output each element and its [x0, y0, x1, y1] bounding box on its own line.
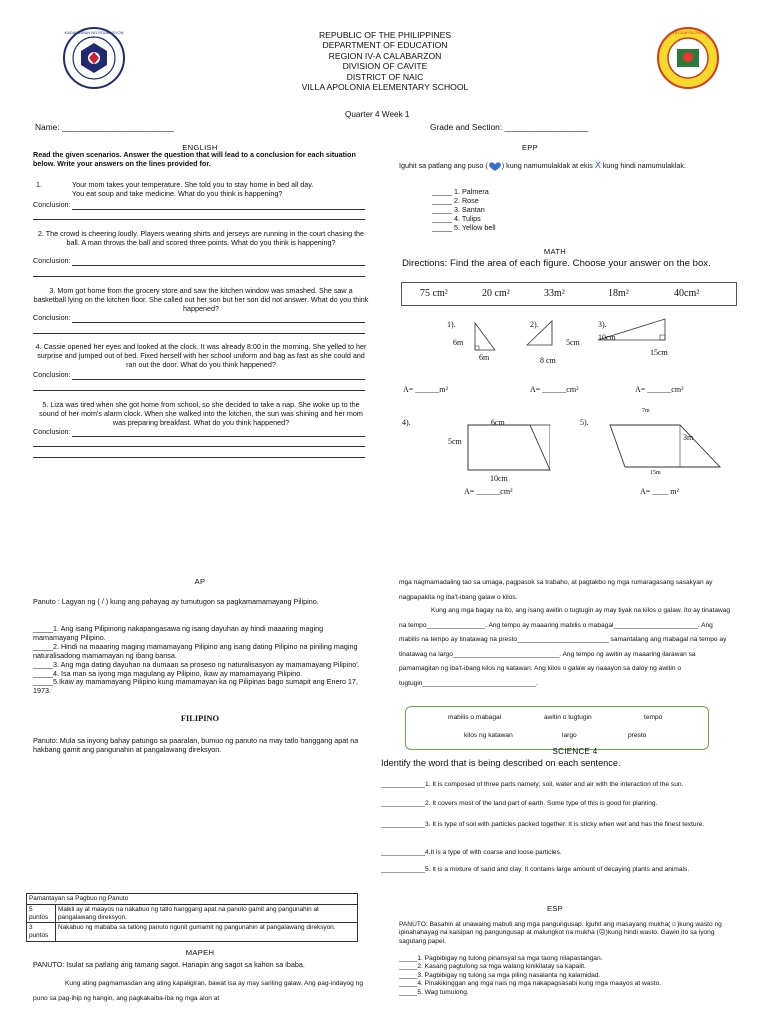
mapeh-choice: mabilis o mabagal	[448, 714, 502, 721]
answer-line[interactable]	[72, 322, 365, 323]
school-seal-logo	[657, 27, 719, 89]
rubric-title: Pamantayan sa Pagbuo ng Panuto	[27, 894, 358, 905]
figure-dim: 5cm	[566, 338, 580, 347]
english-item-3: 3. Mom got home from the grocery store and saw the kitchen window was smashed. She saw a basketball lying on the kitchen floor. She called out her son but her son did not answer. What do you think happened?	[33, 286, 369, 313]
epp-item[interactable]: _____ 5. Yellow bell	[432, 222, 496, 232]
english-item-5: 5. Liza was tired when she got home from school, so she decided to take a nap. She woke up to the sound of her mom's alarm clock. When she walked into the kitchen, the sun was shining and her mom was preparing breakfast. What do you think happened?	[39, 400, 363, 427]
science-title: SCIENCE 4	[552, 747, 598, 756]
math-choice: 75 cm²	[420, 288, 448, 299]
math-choice: 20 cm²	[482, 288, 510, 299]
english-item-1: Your mom takes your temperature. She told you to stay home in bed all day. You eat soup and take medicine. What do you think is happening?	[72, 180, 314, 198]
ap-title: AP	[194, 577, 206, 586]
figure-dim: 15m	[650, 470, 661, 476]
english-item-4: 4. Cassie opened her eyes and looked at the clock. It was already 8:00 in the morning. She yelled to her surprise and jumped out of bed. Fixed herself with her school uniform and bag as fast as she could and ran out the door. What do you think happened?	[35, 342, 367, 369]
esp-item[interactable]: _____5. Wag tumulong.	[399, 988, 469, 996]
answer-line[interactable]	[72, 436, 365, 437]
esp-directions: PANUTO: Basahin at unawaing mabuti ang mga pangungusap. Iguhit ang masayang mukha(☺)kung wasto ng ipinahahayag na kaisipan ng pangungusap at malungkot na mukha (☹)kung hindi wasto. Gawin ito sa iyong sagutang papel.	[399, 921, 722, 945]
answer-line[interactable]	[33, 219, 365, 220]
mapeh-paragraph-right-2: Kung ang mga bagay na ito, ang isang awitin o tugtugin ay may tiyak na kilos o galaw. Ito ay tinatawag na tempo________________. Ang tempo ay maaaring mabilis o mabagal_______________________. Ang mabilis na tempo ay tinatawag na presto_________________________ samantalang ang mabagal na tempo ay tinatawag na largo_____________________________. Ang tempo ng awitin ay maaaring ilarawan sa pamamagitan ng iba't-ibang kilos ng katawan. Ang kilos o galaw ay naaayon sa daloy ng awitin o tugtugin_______________________________.	[399, 607, 731, 687]
math-choice: 18m²	[608, 288, 629, 299]
figure-answer[interactable]: A= ______m²	[403, 385, 448, 394]
school-header	[220, 30, 550, 92]
mapeh-title: MAPEH	[185, 948, 215, 957]
conclusion-label: Conclusion:	[33, 200, 71, 209]
epp-directions-part: ) kung namumulaklak at ekis	[501, 161, 593, 170]
trapezoid-figure-5	[610, 425, 720, 467]
rubric-desc: Maikli ay at maayos na nakabuo ng tatlo hanggang apat na panuto gamit ang pangunahin at pangalawang direksyon.	[56, 904, 358, 923]
figure-number: 4).	[402, 418, 411, 427]
figure-answer[interactable]: A= ____ m²	[640, 487, 679, 496]
svg-text:KAGAWARAN NG EDUKASYON: KAGAWARAN NG EDUKASYON	[64, 30, 124, 35]
heart-icon	[488, 162, 502, 170]
mapeh-choice: kilos ng katawan	[464, 732, 513, 739]
esp-item[interactable]: _____1. Pagbibigay ng tulong pinansyal sa mga taong nilapastangan.	[399, 955, 603, 962]
figure-number: 3).	[598, 320, 607, 329]
header-line: VILLA APOLONIA ELEMENTARY SCHOOL	[301, 82, 469, 93]
english-item-number: 1.	[36, 180, 42, 189]
english-title: ENGLISH	[182, 143, 218, 152]
trapezoid-figure-4-shape	[468, 425, 550, 470]
esp-item[interactable]: _____2. Kasang pagtulong sa mga walang kinikilatay sa kapalit.	[399, 963, 586, 971]
figure-answer[interactable]: A= ______cm²	[464, 487, 513, 496]
figure-dim: 6m	[479, 353, 490, 362]
answer-line[interactable]	[72, 209, 365, 210]
figure-number: 5).	[580, 418, 589, 427]
ap-item[interactable]: _____1. Ang isang Pilipinong nakapangasawa ng isang dayuhan ay hindi maaaring maging mamamayang Pilipino.	[33, 624, 324, 642]
grade-section-field[interactable]: Grade and Section: __________________	[430, 122, 589, 132]
epp-directions-part: kung hindi namumulaklak.	[602, 161, 686, 170]
science-item[interactable]: ____________2. It covers most of the land part of earth. Some type of this is good for planting.	[381, 800, 658, 807]
figure-dim: 6cm	[491, 418, 505, 427]
english-item-2: 2. The crowd is cheering loudly. Players wearing shirts and jerseys are running in the court chasing the ball. A man throws the ball and scored three points. What do you think is happening?	[37, 229, 365, 247]
math-title: MATH	[543, 247, 567, 256]
header-line: REPUBLIC OF THE PHILIPPINES	[318, 30, 452, 40]
answer-line[interactable]	[33, 390, 365, 391]
mapeh-choice: presto	[628, 732, 647, 739]
figure-dim: 10cm	[598, 333, 616, 342]
math-choice: 33m²	[544, 288, 565, 299]
epp-item[interactable]: _____ 3. Santan	[432, 204, 485, 214]
trapezoid-figure-4	[468, 425, 550, 470]
filipino-title: FILIPINO	[180, 714, 220, 723]
figure-dim: 5cm	[448, 437, 462, 446]
conclusion-label: Conclusion:	[33, 370, 71, 379]
math-directions: Directions: Find the area of each figure. Choose your answer on the box.	[402, 258, 711, 269]
science-item[interactable]: ____________5. It is a mixture of sand and clay. It contains large amount of decaying plants and animals.	[381, 866, 690, 873]
quarter-label: Quarter 4 Week 1	[345, 110, 410, 119]
esp-title: ESP	[546, 904, 564, 913]
science-item[interactable]: ____________3. It is type of soil with particles packed together. It is sticky when wet and has the finest texture.	[381, 821, 705, 828]
rubric-score: 5 puntos	[27, 904, 56, 923]
ap-directions: Panuto : Lagyan ng ( / ) kung ang pahayag ay tumutugon sa pagkamamamayang Pilipino.	[33, 597, 319, 606]
answer-line[interactable]	[72, 265, 365, 266]
epp-title: EPP	[521, 143, 539, 152]
figure-answer[interactable]: A= ______cm²	[530, 385, 579, 394]
epp-directions-part: Iguhit sa patlang ang puso (	[399, 161, 488, 170]
epp-item-list	[432, 188, 496, 233]
ap-item[interactable]: _____2. Hindi na maaaring maging mamamayang Pilipino ang isang dating Pilipino na piniling maging naturalisadong mamamayan ng ibang bansa.	[33, 641, 358, 660]
mapeh-choice: awitin o tugtugin	[544, 714, 592, 721]
svg-text:VILLA APOLONIA: VILLA APOLONIA	[671, 30, 705, 35]
ap-item[interactable]: _____4. Isa man sa iyong mga magulang ay Pilipino, ikaw ay mamamayang Pilipino.	[33, 668, 303, 678]
conclusion-label: Conclusion:	[33, 256, 71, 265]
ap-item-list	[33, 625, 366, 696]
math-choice: 40cm²	[674, 288, 700, 299]
figure-dim: 3m	[683, 433, 694, 442]
science-item[interactable]: ____________1. It is composed of three parts namely; soil, water and air with the interaction of the sun.	[381, 781, 684, 788]
answer-line[interactable]	[33, 446, 365, 447]
mapeh-paragraph-left: Kung ating pagmamasdan ang ating kapaligiran, bawat isa ay may sariling galaw. Ang pag-indayog ng puno sa pag-ihip ng hangin, ang pagkakaiba-iba ng mga alon at	[33, 980, 364, 1002]
rubric-score: 3 puntos	[27, 923, 56, 942]
answer-line[interactable]	[72, 379, 365, 380]
english-directions: Read the given scenarios. Answer the question that will lead to a conclusion for each situation below. Write your answers on the lines provided for.	[33, 150, 356, 168]
header-line: REGION IV-A CALABARZON	[328, 50, 442, 61]
math-answer-box	[401, 282, 737, 306]
esp-item[interactable]: _____4. Pinakikinggan ang mga nais ng mga nakapagsasabi kung mga maayos at wasto.	[399, 980, 662, 988]
epp-directions	[399, 161, 734, 171]
ekis-icon: X	[594, 160, 601, 170]
deped-seal-logo	[63, 27, 125, 89]
figure-dim: 10cm	[490, 474, 508, 483]
mapeh-choice: largo	[562, 732, 577, 739]
rubric-desc: Nakabuo ng mababa sa tatlong panuto ngunit gumamit ng pangunahin at pangalawang direksyon.	[56, 923, 358, 942]
header-line: DISTRICT OF NAIC	[346, 71, 424, 82]
answer-line[interactable]	[33, 457, 365, 458]
mapeh-paragraph-right: mga nagmamadaling tao sa umaga, pagpasok sa trabaho, at pagtakbo ng mga rumaragasang sasakyan ay nagpapakita ng iba't-ibang galaw o kilos.	[399, 579, 713, 601]
figure-answer[interactable]: A= ______cm²	[635, 385, 684, 394]
answer-line[interactable]	[33, 333, 365, 334]
header-line: DEPARTMENT OF EDUCATION	[322, 40, 448, 51]
figure-number: 1).	[447, 320, 456, 329]
header-line: DIVISION OF CAVITE	[342, 61, 428, 72]
science-item[interactable]: ____________4.It is a type of with coarse and loose particles.	[381, 849, 562, 856]
figure-dim: 15cm	[650, 348, 668, 357]
mapeh-choices-box	[405, 706, 709, 750]
answer-line[interactable]	[33, 276, 365, 277]
mapeh-directions: PANUTO: Isulat sa patlang ang tamang sagot. Hanapin ang sagot sa kahon sa ibaba.	[33, 960, 305, 969]
ap-item[interactable]: _____5.Ikaw ay mamamayang Pilipino kung mamamayan ka ng Pilipinas bago sumapit ang Enero 17, 1973.	[33, 677, 358, 696]
rubric-table	[26, 893, 358, 942]
figure-number: 2).	[530, 320, 539, 329]
esp-item-list	[399, 955, 732, 997]
name-field[interactable]: Name: ________________________	[35, 122, 174, 132]
mapeh-choice: tempo	[644, 714, 663, 721]
figure-dim: 6m	[453, 338, 464, 347]
epp-item[interactable]: _____ 4. Tulips	[432, 213, 481, 223]
filipino-directions: Panuto: Mula sa inyong bahay patungo sa paaralan, bumuo ng panuto na may tatlo hanggang apat na hakbang gamit ang pangunahin at pangalawang direksyon.	[33, 736, 359, 754]
epp-item[interactable]: _____ 2. Rose	[432, 195, 479, 205]
conclusion-label: Conclusion:	[33, 313, 71, 322]
epp-item[interactable]: _____ 1. Palmera	[432, 187, 489, 196]
ap-item[interactable]: _____3. Ang mga dating dayuhan na dumaan sa proseso ng naturalisasyon ay mamamayang Pilipino'.	[33, 659, 360, 669]
figure-dim: 8 cm	[540, 356, 556, 365]
esp-item[interactable]: _____3. Pagbibigay ng tulong sa mga piling nasalanta ng kalamidad.	[399, 971, 601, 979]
science-directions: Identify the word that is being described on each sentence.	[381, 758, 621, 768]
conclusion-label: Conclusion:	[33, 427, 71, 436]
figure-dim: 7m	[642, 408, 650, 414]
